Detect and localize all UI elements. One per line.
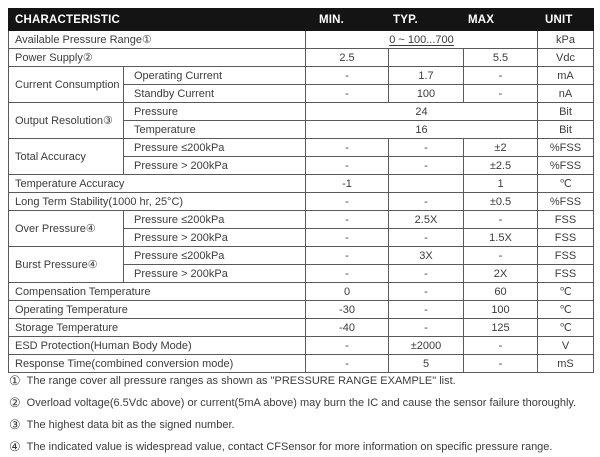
cell-characteristic: Operating Temperature [9,301,306,319]
cell-max: - [464,355,538,373]
cell-typ: 100 [389,85,464,103]
cell-subcharacteristic: Operating Current [124,67,306,85]
cell-typ [389,175,464,193]
header-characteristic: CHARACTERISTIC [9,9,306,31]
cell-characteristic: ESD Protection(Human Body Mode) [9,337,306,355]
cell-min: 2.5 [306,49,389,67]
cell-characteristic: Long Term Stability(1000 hr, 25°C) [9,193,306,211]
cell-typ: 2.5X [389,211,464,229]
cell-unit: %FSS [538,157,594,175]
cell-unit: %FSS [538,193,594,211]
table-row [9,301,594,319]
cell-max: 5.5 [464,49,538,67]
cell-unit: Vdc [538,49,594,67]
cell-unit: mA [538,67,594,85]
cell-unit: FSS [538,211,594,229]
cell-unit: FSS [538,229,594,247]
cell-unit: ℃ [538,301,594,319]
cell-unit: kPa [538,31,594,49]
cell-min: - [306,355,389,373]
header-max: MAX [464,9,538,31]
table-row [9,193,594,211]
cell-characteristic: Power Supply② [9,49,306,67]
cell-typ: - [389,157,464,175]
footnote-marker: ③ [9,417,21,432]
cell-subcharacteristic: Pressure > 200kPa [124,229,306,247]
cell-min: -30 [306,301,389,319]
cell-min: - [306,265,389,283]
footnote [9,436,593,457]
cell-span-value: 24 [306,103,538,121]
cell-span-value: 16 [306,121,538,139]
cell-typ: 1.7 [389,67,464,85]
cell-typ: - [389,229,464,247]
cell-max: ±0.5 [464,193,538,211]
cell-unit: V [538,337,594,355]
footnote-marker: ① [9,373,21,388]
cell-max: 1.5X [464,229,538,247]
cell-subcharacteristic: Pressure > 200kPa [124,265,306,283]
cell-max: 2X [464,265,538,283]
cell-max: - [464,247,538,265]
cell-characteristic: Available Pressure Range① [9,31,306,49]
table-row [9,319,594,337]
cell-min: -1 [306,175,389,193]
cell-max: 125 [464,319,538,337]
cell-max: - [464,67,538,85]
table-row [9,211,594,229]
cell-min: - [306,337,389,355]
cell-characteristic: Compensation Temperature [9,283,306,301]
cell-typ: ±2000 [389,337,464,355]
footnote-text: The range cover all pressure ranges as shown as "PRESSURE RANGE EXAMPLE" list. [26,375,456,387]
cell-subcharacteristic: Pressure ≤200kPa [124,211,306,229]
cell-min: - [306,247,389,265]
cell-unit: mS [538,355,594,373]
cell-max: - [464,85,538,103]
spec-table [8,8,594,373]
cell-unit: nA [538,85,594,103]
cell-min: - [306,139,389,157]
cell-max: 100 [464,301,538,319]
footnote [9,370,593,392]
cell-typ: - [389,265,464,283]
cell-max: 1 [464,175,538,193]
header-min: MIN. [306,9,389,31]
footnote-text: The highest data bit as the signed number. [26,419,235,431]
cell-subcharacteristic: Pressure [124,103,306,121]
table-row [9,175,594,193]
cell-typ: - [389,193,464,211]
cell-max: ±2.5 [464,157,538,175]
cell-characteristic: Temperature Accuracy [9,175,306,193]
table-row [9,49,594,67]
header-unit: UNIT [538,9,594,31]
cell-characteristic: Storage Temperature [9,319,306,337]
cell-subcharacteristic: Pressure ≤200kPa [124,139,306,157]
footnote-text: Overload voltage(6.5Vdc above) or current(5mA above) may burn the IC and cause the sensor failure thoroughly. [26,397,577,409]
table-row [9,103,594,121]
cell-typ: 5 [389,355,464,373]
cell-max: ±2 [464,139,538,157]
cell-unit: ℃ [538,319,594,337]
cell-typ: - [389,319,464,337]
cell-min: - [306,211,389,229]
table-row [9,247,594,265]
cell-min: 0 [306,283,389,301]
cell-max: - [464,337,538,355]
cell-typ: - [389,301,464,319]
footnote-marker: ② [9,395,21,410]
cell-group: Burst Pressure④ [9,247,124,283]
cell-unit: %FSS [538,139,594,157]
cell-subcharacteristic: Pressure > 200kPa [124,157,306,175]
cell-group: Over Pressure④ [9,211,124,247]
cell-min: - [306,157,389,175]
footnote-marker: ④ [9,439,21,454]
cell-group: Total Accuracy [9,139,124,175]
cell-typ: 3X [389,247,464,265]
footnote-text: The indicated value is widespread value, contact CFSensor for more information on specific pressure range. [26,441,553,453]
cell-subcharacteristic: Temperature [124,121,306,139]
cell-min: - [306,85,389,103]
cell-unit: Bit [538,103,594,121]
cell-unit: ℃ [538,175,594,193]
cell-typ: - [389,139,464,157]
cell-characteristic: Response Time(combined conversion mode) [9,355,306,373]
cell-unit: FSS [538,265,594,283]
cell-typ: - [389,283,464,301]
header-row [9,9,594,31]
cell-group: Current Consumption [9,67,124,103]
cell-subcharacteristic: Pressure ≤200kPa [124,247,306,265]
pressure-range-value: 0 ~ 100...700 [389,33,454,46]
table-row [9,139,594,157]
footnote [9,392,593,414]
cell-unit: ℃ [538,283,594,301]
header-typ: TYP. [389,9,464,31]
table-row [9,67,594,85]
cell-unit: FSS [538,247,594,265]
table-row [9,31,594,49]
footnotes [9,370,593,457]
cell-min: - [306,67,389,85]
cell-typ [389,49,464,67]
cell-group: Output Resolution③ [9,103,124,139]
cell-max: 60 [464,283,538,301]
cell-min: -40 [306,319,389,337]
cell-unit: Bit [538,121,594,139]
table-row [9,337,594,355]
cell-subcharacteristic: Standby Current [124,85,306,103]
cell-min: - [306,229,389,247]
cell-min: - [306,193,389,211]
cell-range [306,31,538,49]
table-row [9,283,594,301]
cell-max: - [464,211,538,229]
footnote [9,414,593,436]
